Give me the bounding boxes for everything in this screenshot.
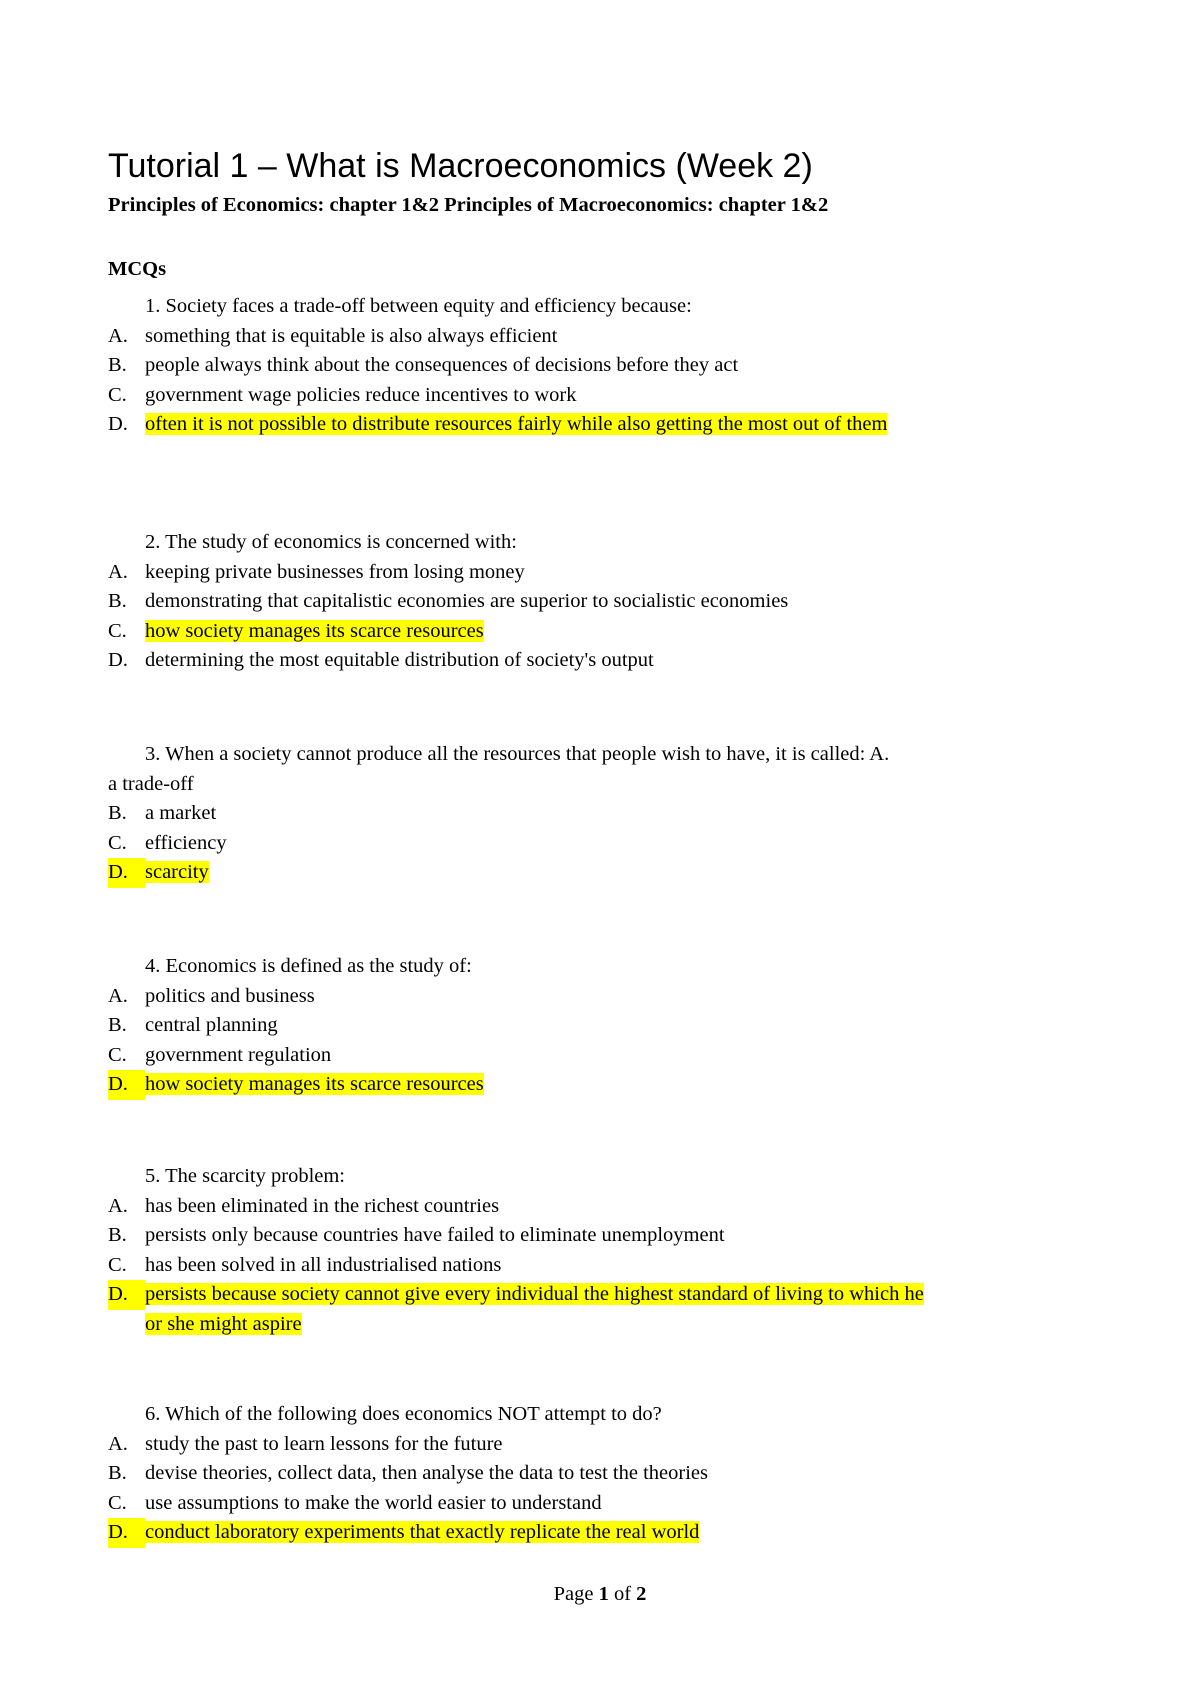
- highlighted-answer: persists because society cannot give every individual the highest standard of living to which he: [145, 1283, 924, 1305]
- option-a: [108, 982, 1088, 1012]
- option-c-correct: [108, 617, 1088, 647]
- option-text: determining the most equitable distribution of society's output: [145, 649, 654, 671]
- total-pages: 2: [636, 1583, 647, 1605]
- option-d: [108, 646, 1088, 676]
- option-a: [108, 1430, 1088, 1460]
- option-text: keeping private businesses from losing money: [145, 560, 525, 583]
- question-2: [108, 528, 1088, 676]
- option-b: [108, 351, 1088, 381]
- option-c: [108, 1251, 1088, 1281]
- option-letter: B.: [108, 1224, 127, 1246]
- option-d-correct: [108, 1280, 1088, 1310]
- option-c: [108, 1041, 1088, 1071]
- option-text: people always think about the consequences of decisions before they act: [145, 354, 739, 376]
- option-d-correct: [108, 410, 1088, 440]
- option-letter: C.: [108, 1253, 127, 1276]
- question-6: [108, 1400, 1088, 1548]
- option-b: [108, 1221, 1088, 1251]
- option-b: [108, 587, 1088, 617]
- of-label: of: [613, 1583, 632, 1605]
- highlighted-answer: often it is not possible to distribute resources fairly while also getting the most out of them: [145, 413, 888, 435]
- option-text: use assumptions to make the world easier to understand: [145, 1491, 602, 1514]
- option-letter: D.: [108, 413, 128, 435]
- question-stem: 4. Economics is defined as the study of:: [145, 955, 472, 977]
- option-text: demonstrating that capitalistic economies are superior to socialistic economies: [145, 590, 789, 612]
- option-letter: A.: [108, 1194, 128, 1217]
- option-letter: C.: [108, 619, 127, 642]
- option-letter: A.: [108, 324, 128, 347]
- option-text: government wage policies reduce incentives to work: [145, 383, 577, 406]
- option-text: efficiency: [145, 831, 227, 854]
- page-footer: [0, 1583, 1200, 1606]
- option-letter: D.: [108, 1280, 145, 1310]
- option-letter: C.: [108, 831, 127, 854]
- option-a: [108, 558, 1088, 588]
- option-b: [108, 1011, 1088, 1041]
- highlighted-answer: or she might aspire: [145, 1312, 302, 1335]
- question-5: [108, 1162, 1088, 1339]
- option-b: [108, 1459, 1088, 1489]
- option-letter: B.: [108, 590, 127, 612]
- option-letter: D.: [108, 1070, 145, 1100]
- current-page: 1: [598, 1583, 609, 1605]
- option-d-correct: [108, 1518, 1088, 1548]
- page-subtitle: Principles of Economics: chapter 1&2 Principles of Macroeconomics: chapter 1&2: [108, 194, 829, 216]
- question-4: [108, 952, 1088, 1100]
- highlighted-answer: scarcity: [145, 861, 209, 883]
- section-heading: MCQs: [108, 258, 167, 280]
- option-a: [108, 1192, 1088, 1222]
- option-b: [108, 799, 1088, 829]
- option-c: [108, 381, 1088, 411]
- highlighted-answer: conduct laboratory experiments that exactly replicate the real world: [145, 1521, 700, 1543]
- option-letter: B.: [108, 1462, 127, 1484]
- page-label: Page: [553, 1583, 594, 1605]
- question-stem: 5. The scarcity problem:: [145, 1165, 346, 1187]
- option-letter: B.: [108, 354, 127, 376]
- option-text: something that is equitable is also always efficient: [145, 324, 558, 347]
- page-title: Tutorial 1 – What is Macroeconomics (Week 2): [108, 147, 813, 185]
- option-c: [108, 1489, 1088, 1519]
- option-letter: A.: [108, 984, 128, 1007]
- option-text: a market: [145, 802, 217, 824]
- option-letter: D.: [108, 858, 145, 888]
- option-letter: C.: [108, 1491, 127, 1514]
- question-3: [108, 740, 1088, 888]
- question-stem: 3. When a society cannot produce all the resources that people wish to have, it is called: A.: [145, 743, 890, 765]
- question-stem: 6. Which of the following does economics NOT attempt to do?: [145, 1403, 662, 1425]
- question-1: [108, 292, 1088, 440]
- option-text: study the past to learn lessons for the future: [145, 1432, 503, 1455]
- option-d-correct-continuation: [108, 1310, 1088, 1340]
- option-text: government regulation: [145, 1043, 332, 1066]
- option-d-correct: [108, 1070, 1088, 1100]
- option-text: persists only because countries have failed to eliminate unemployment: [145, 1224, 725, 1246]
- option-letter: C.: [108, 383, 127, 406]
- option-d-correct: [108, 858, 1088, 888]
- highlighted-answer: how society manages its scarce resources: [145, 619, 484, 642]
- option-c: [108, 829, 1088, 859]
- option-letter: D.: [108, 649, 128, 671]
- option-text: politics and business: [145, 984, 315, 1007]
- option-text: has been solved in all industrialised nations: [145, 1253, 502, 1276]
- option-letter: C.: [108, 1043, 127, 1066]
- option-letter: A.: [108, 1432, 128, 1455]
- option-text: has been eliminated in the richest countries: [145, 1194, 500, 1217]
- option-letter: A.: [108, 560, 128, 583]
- option-text: central planning: [145, 1014, 278, 1036]
- question-stem: 2. The study of economics is concerned with:: [145, 531, 517, 553]
- option-letter: B.: [108, 802, 127, 824]
- option-letter: B.: [108, 1014, 127, 1036]
- highlighted-answer: how society manages its scarce resources: [145, 1073, 484, 1095]
- option-letter: D.: [108, 1518, 145, 1548]
- question-stem-continuation: a trade-off: [108, 772, 194, 795]
- option-text: devise theories, collect data, then analyse the data to test the theories: [145, 1462, 708, 1484]
- question-stem: 1. Society faces a trade-off between equity and efficiency because:: [145, 295, 692, 317]
- option-a: [108, 322, 1088, 352]
